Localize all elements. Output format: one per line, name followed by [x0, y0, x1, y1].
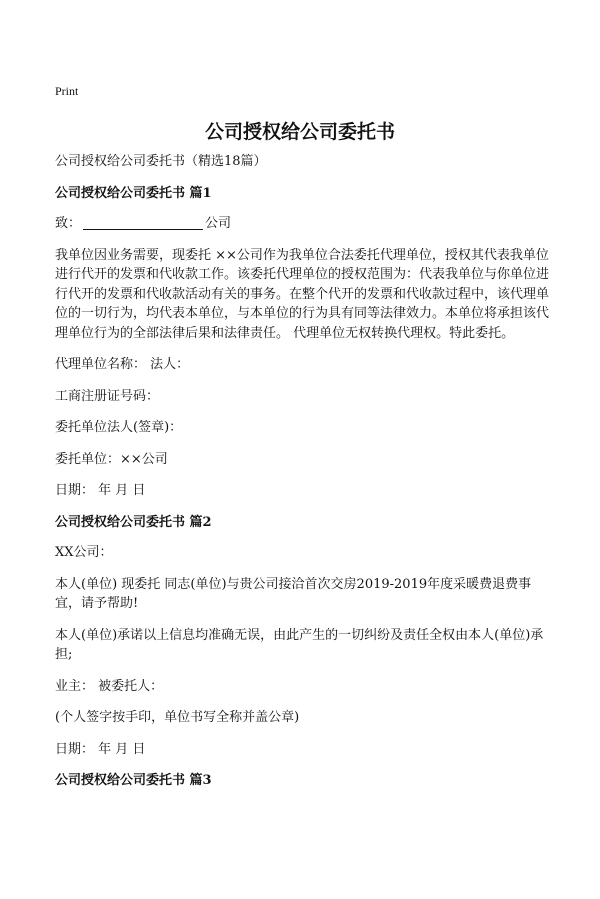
blank-underline — [83, 215, 203, 230]
section-1-registration-line: 工商注册证号码： — [55, 388, 160, 404]
section-1-date-line: 日期： 年 月 日 — [55, 483, 146, 498]
section-2-heading: 公司授权给公司委托书 篇2 — [55, 514, 212, 530]
section-1-paragraph: 我单位因业务需要，现委托 ××公司作为我单位合法委托代理单位，授权其代表我单位进行代开的发票和代收款工作。该委托代理单位的授权范围为：代表我单位与你单位进行代开的发票和代收款活动有关的事务。在整个代开的发票和代收款过程中，该代理单位的一切行为，均代表本单位，与本单位的行为具有同等法律效力。本单位将承担该代理单位行为的全部法律后果和法律责任。 代理单位无权转换代理权。特此委托。 — [55, 247, 550, 341]
to-suffix: 公司 — [205, 216, 232, 231]
document-title: 公司授权给公司委托书 — [204, 121, 395, 143]
section-2-date-line: 日期： 年 月 日 — [55, 741, 146, 757]
section-2-note-line: (个人签字按手印，单位书写全称并盖公章) — [55, 710, 300, 725]
section-2-owner-line: 业主： 被委托人： — [55, 678, 164, 694]
to-prefix: 致： — [55, 216, 82, 231]
section-2-paragraph-1: 本人(单位) 现委托 同志(单位)与贵公司接洽首次交房2019-2019年度采暖费退费事宜，请予帮助! — [55, 576, 532, 611]
section-3-heading: 公司授权给公司委托书 篇3 — [55, 773, 212, 788]
section-1-to-line — [55, 214, 555, 234]
print-label: Print — [55, 84, 79, 98]
section-2-paragraph-2: 本人(单位)承诺以上信息均准确无误，由此产生的一切纠纷及责任全权由本人(单位)承担; — [55, 627, 544, 662]
section-1-unit-line: 委托单位：××公司 — [55, 451, 168, 467]
section-2-to-line: XX公司： — [55, 545, 113, 560]
document-body — [55, 152, 555, 802]
document-subtitle: 公司授权给公司委托书（精选18篇） — [55, 154, 267, 169]
section-1-agent-line: 代理单位名称： 法人： — [55, 357, 190, 372]
section-1-legal-rep-line: 委托单位法人(签章)： — [55, 420, 183, 435]
section-1-heading: 公司授权给公司委托书 篇1 — [55, 185, 212, 201]
